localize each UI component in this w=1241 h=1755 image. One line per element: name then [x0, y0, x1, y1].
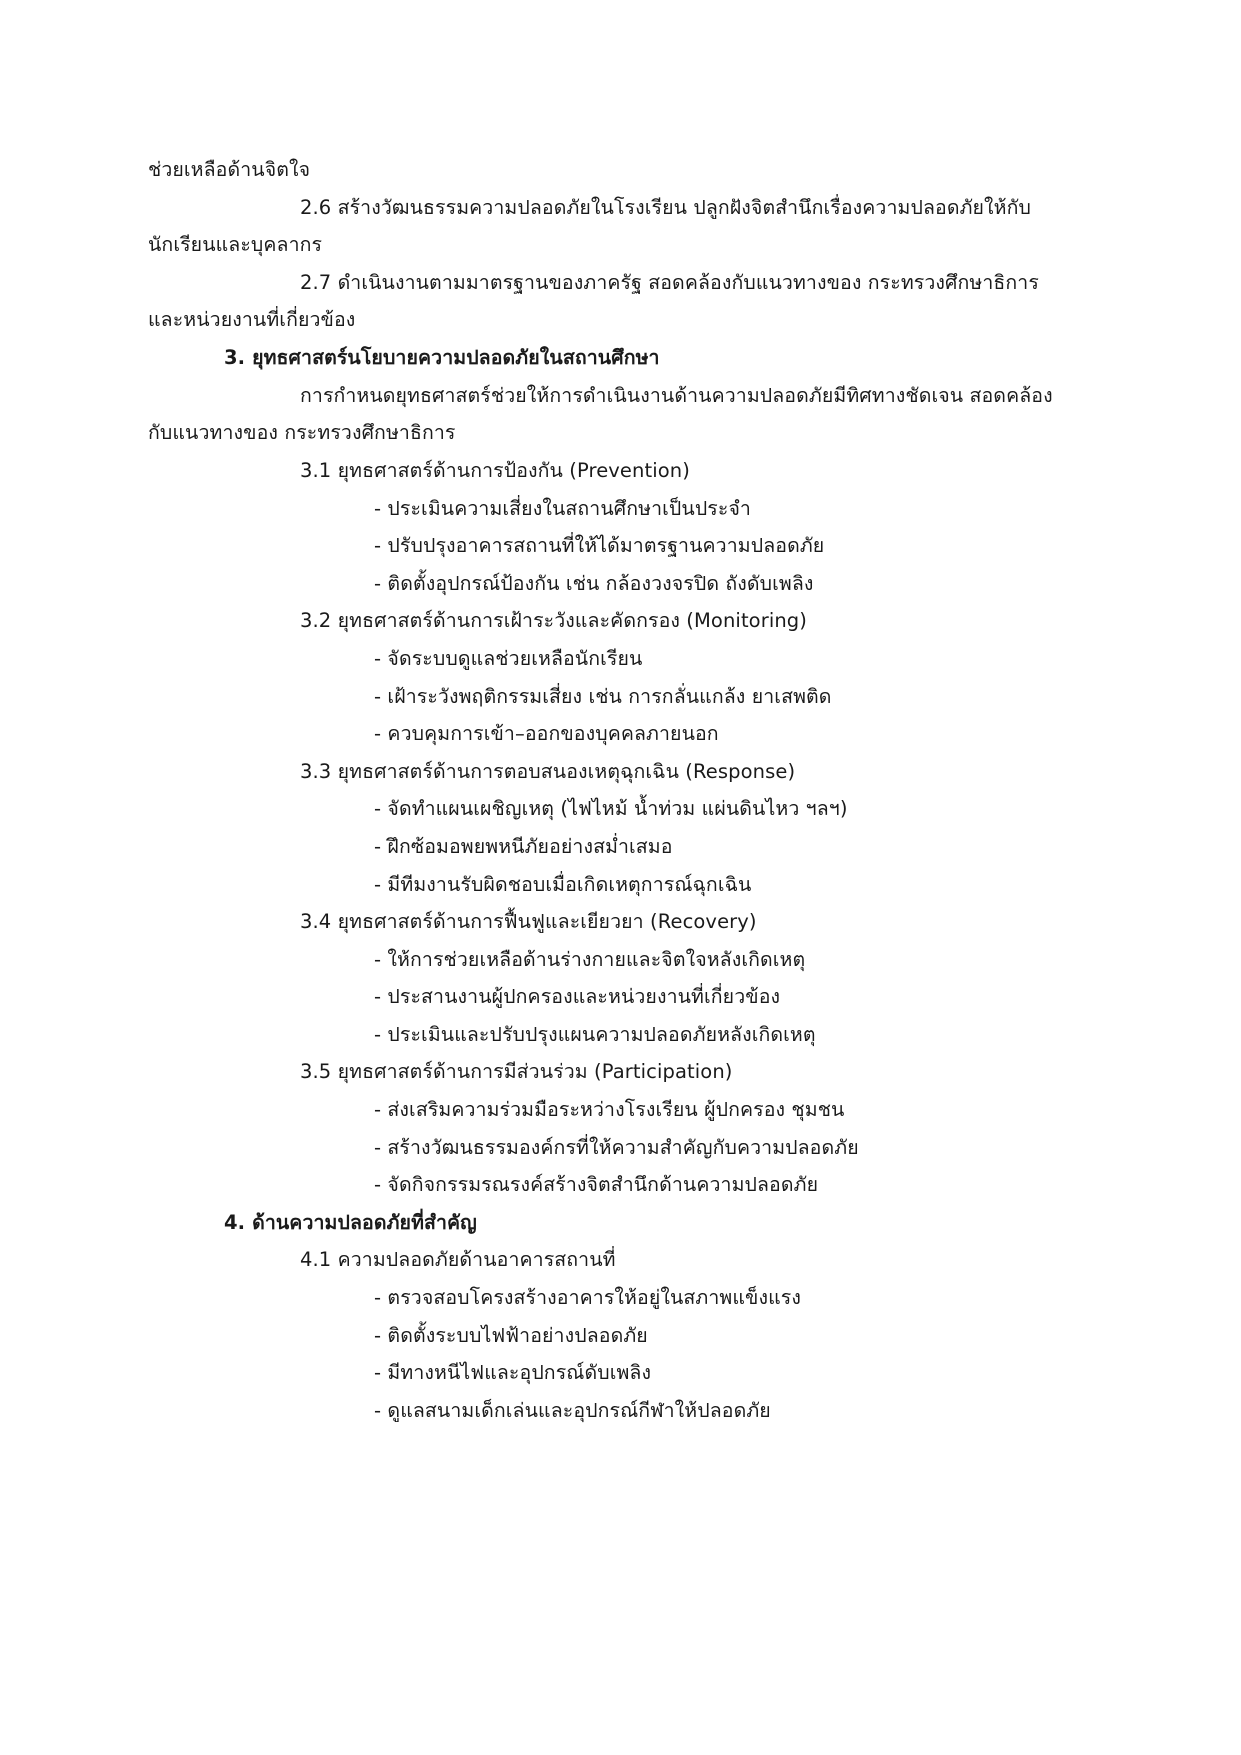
item-2-7-line1: 2.7 ดำเนินงานตามมาตรฐานของภาครัฐ สอดคล้องกับแนวทางของ กระทรวงศึกษาธิการ: [300, 271, 1039, 294]
list-item: - ปรับปรุงอาคารสถานที่ให้ได้มาตรฐานความปลอดภัย: [374, 534, 825, 557]
list-item: - ประเมินความเสี่ยงในสถานศึกษาเป็นประจำ: [374, 497, 751, 520]
list-item: - ฝึกซ้อมอพยพหนีภัยอย่างสม่ำเสมอ: [374, 835, 673, 858]
list-item: - มีทางหนีไฟและอุปกรณ์ดับเพลิง: [374, 1361, 652, 1384]
subsection-title: 3.3 ยุทธศาสตร์ด้านการตอบสนองเหตุฉุกเฉิน (Response): [300, 760, 796, 783]
list-item: - มีทีมงานรับผิดชอบเมื่อเกิดเหตุการณ์ฉุกเฉิน: [374, 873, 752, 896]
list-item: - ดูแลสนามเด็กเล่นและอุปกรณ์กีฬาให้ปลอดภัย: [374, 1399, 771, 1422]
paragraph-continuation: ช่วยเหลือด้านจิตใจ: [148, 158, 311, 181]
item-2-6-line2: นักเรียนและบุคลากร: [148, 233, 323, 256]
list-item: - ควบคุมการเข้า–ออกของบุคคลภายนอก: [374, 722, 719, 745]
section-3-heading: 3. ยุทธศาสตร์นโยบายความปลอดภัยในสถานศึกษา: [224, 346, 660, 369]
list-item: - จัดกิจกรรมรณรงค์สร้างจิตสำนึกด้านความปลอดภัย: [374, 1173, 819, 1196]
subsection-title: 4.1 ความปลอดภัยด้านอาคารสถานที่: [300, 1248, 616, 1271]
list-item: - ประสานงานผู้ปกครองและหน่วยงานที่เกี่ยวข้อง: [374, 985, 781, 1008]
list-item: - เฝ้าระวังพฤติกรรมเสี่ยง เช่น การกลั่นแกล้ง ยาเสพติด: [374, 685, 832, 708]
list-item: - ติดตั้งระบบไฟฟ้าอย่างปลอดภัย: [374, 1324, 648, 1347]
list-item: - จัดทำแผนเผชิญเหตุ (ไฟไหม้ น้ำท่วม แผ่นดินไหว ฯลฯ): [374, 797, 848, 820]
subsection-title: 3.5 ยุทธศาสตร์ด้านการมีส่วนร่วม (Participation): [300, 1060, 733, 1083]
list-item: - สร้างวัฒนธรรมองค์กรที่ให้ความสำคัญกับความปลอดภัย: [374, 1136, 859, 1159]
item-2-6-line1: 2.6 สร้างวัฒนธรรมความปลอดภัยในโรงเรียน ปลูกฝังจิตสำนึกเรื่องความปลอดภัยให้กับ: [300, 196, 1032, 219]
subsection-title: 3.4 ยุทธศาสตร์ด้านการฟื้นฟูและเยียวยา (Recovery): [300, 910, 757, 933]
list-item: - ตรวจสอบโครงสร้างอาคารให้อยู่ในสภาพแข็งแรง: [374, 1286, 801, 1309]
list-item: - ส่งเสริมความร่วมมือระหว่างโรงเรียน ผู้ปกครอง ชุมชน: [374, 1098, 845, 1121]
subsection-title: 3.1 ยุทธศาสตร์ด้านการป้องกัน (Prevention): [300, 459, 690, 482]
section-3-intro-line1: การกำหนดยุทธศาสตร์ช่วยให้การดำเนินงานด้านความปลอดภัยมีทิศทางชัดเจน สอดคล้อง: [300, 384, 1053, 407]
list-item: - ประเมินและปรับปรุงแผนความปลอดภัยหลังเกิดเหตุ: [374, 1023, 816, 1046]
subsection-title: 3.2 ยุทธศาสตร์ด้านการเฝ้าระวังและคัดกรอง (Monitoring): [300, 609, 807, 632]
section-3-intro-line2: กับแนวทางของ กระทรวงศึกษาธิการ: [148, 421, 456, 444]
item-2-7-line2: และหน่วยงานที่เกี่ยวข้อง: [148, 308, 356, 331]
section-4-heading: 4. ด้านความปลอดภัยที่สำคัญ: [224, 1211, 477, 1234]
list-item: - จัดระบบดูแลช่วยเหลือนักเรียน: [374, 647, 643, 670]
list-item: - ให้การช่วยเหลือด้านร่างกายและจิตใจหลังเกิดเหตุ: [374, 948, 806, 971]
list-item: - ติดตั้งอุปกรณ์ป้องกัน เช่น กล้องวงจรปิด ถังดับเพลิง: [374, 572, 814, 595]
